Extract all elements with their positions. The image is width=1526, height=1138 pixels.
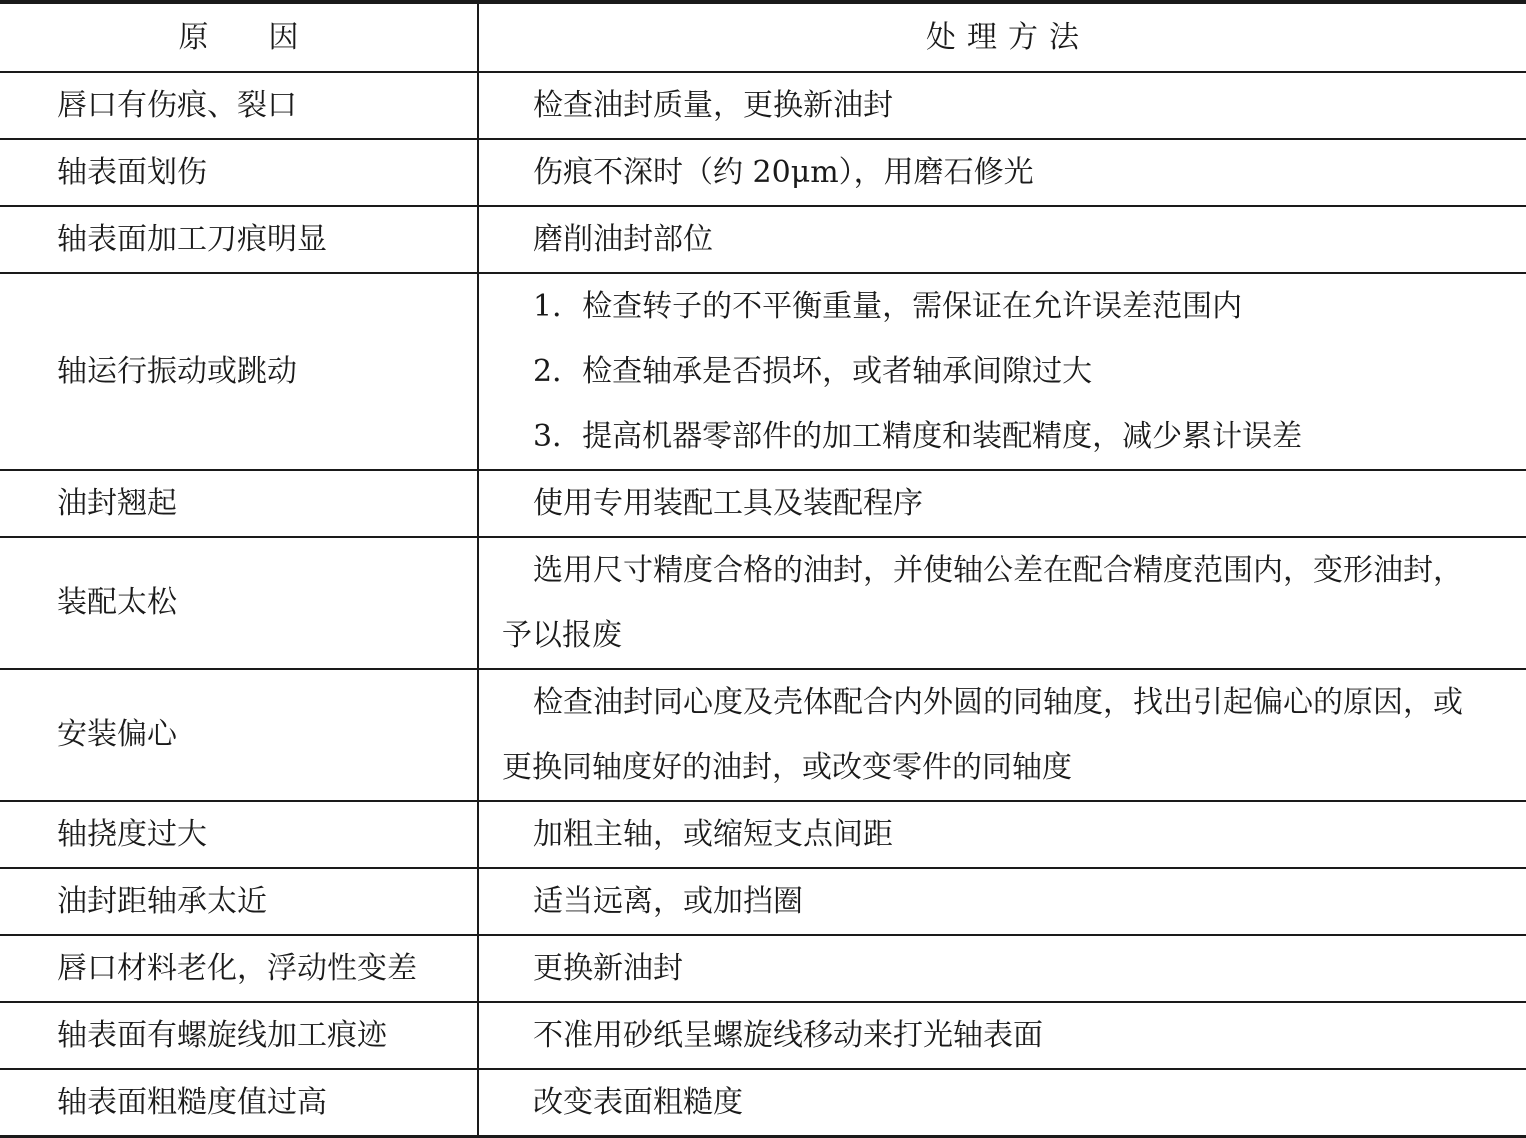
method-cell: 磨削油封部位 (478, 206, 1526, 273)
method-cell: 更换新油封 (478, 935, 1526, 1002)
method-cell: 改变表面粗糙度 (478, 1069, 1526, 1137)
cause-cell: 轴挠度过大 (0, 801, 478, 868)
method-cell: 检查油封同心度及壳体配合内外圆的同轴度，找出引起偏心的原因，或 更换同轴度好的油封，或改变零件的同轴度 (478, 669, 1526, 801)
method-cell: 适当远离，或加挡圈 (478, 868, 1526, 935)
method-cell: 选用尺寸精度合格的油封，并使轴公差在配合精度范围内，变形油封， 予以报废 (478, 537, 1526, 669)
table-row (0, 1069, 1526, 1137)
cause-cell: 轴表面划伤 (0, 139, 478, 206)
method-cell: 检查油封质量，更换新油封 (478, 72, 1526, 139)
cause-cell: 油封距轴承太近 (0, 868, 478, 935)
table-row (0, 273, 1526, 470)
method-cell: 使用专用装配工具及装配程序 (478, 470, 1526, 537)
header-method: 处 理 方 法 (478, 2, 1526, 72)
table-row (0, 935, 1526, 1002)
cause-cell: 油封翘起 (0, 470, 478, 537)
cause-cell: 轴表面有螺旋线加工痕迹 (0, 1002, 478, 1069)
method-cell: 不准用砂纸呈螺旋线移动来打光轴表面 (478, 1002, 1526, 1069)
method-cell: 加粗主轴，或缩短支点间距 (478, 801, 1526, 868)
table-row (0, 868, 1526, 935)
table-row (0, 470, 1526, 537)
cause-cell: 唇口材料老化，浮动性变差 (0, 935, 478, 1002)
table-row (0, 72, 1526, 139)
table-row (0, 537, 1526, 669)
cause-cell: 装配太松 (0, 537, 478, 669)
cause-cell: 安装偏心 (0, 669, 478, 801)
cause-cell: 轴表面加工刀痕明显 (0, 206, 478, 273)
table-row (0, 206, 1526, 273)
table-row (0, 669, 1526, 801)
header-row (0, 2, 1526, 72)
header-cause: 原 因 (0, 2, 478, 72)
method-cell: 1．检查转子的不平衡重量，需保证在允许误差范围内 2．检查轴承是否损坏，或者轴承间隙过大 3．提高机器零部件的加工精度和装配精度，减少累计误差 (478, 273, 1526, 470)
table-row (0, 801, 1526, 868)
table-row (0, 1002, 1526, 1069)
cause-cell: 轴表面粗糙度值过高 (0, 1069, 478, 1137)
cause-cell: 轴运行振动或跳动 (0, 273, 478, 470)
method-cell: 伤痕不深时（约 20μm），用磨石修光 (478, 139, 1526, 206)
table-row (0, 139, 1526, 206)
cause-cell: 唇口有伤痕、裂口 (0, 72, 478, 139)
